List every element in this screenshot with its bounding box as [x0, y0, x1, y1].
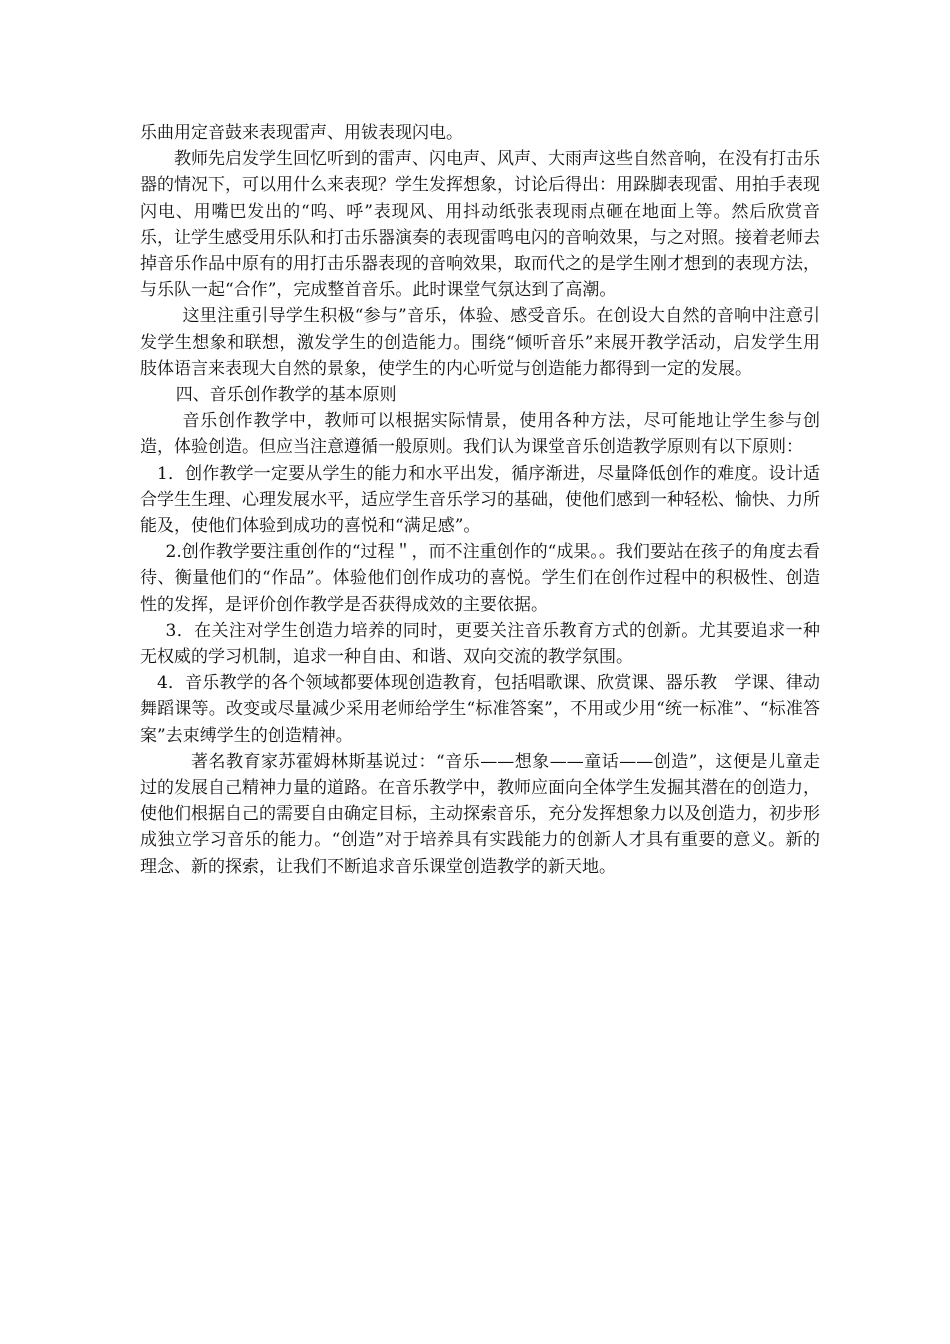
- paragraph-2: 教师先启发学生回忆听到的雷声、闪电声、风声、大雨声这些自然音响，在没有打击乐器的情况下，可以用什么来表现？学生发挥想象，讨论后得出：用跺脚表现雷、用拍手表现闪电、用嘴巴发出的“呜、呼”表现风、用抖动纸张表现雨点砸在地面上等。然后欣赏音乐，让学生感受用乐队和打击乐器演奏的表现雷鸣电闪的音响效果，与之对照。接着老师去掉音乐作品中原有的用打击乐器表现的音响效果，取而代之的是学生刚才想到的表现方法，与乐队一起“合作”，完成整首音乐。此时课堂气氛达到了高潮。: [140, 149, 820, 301]
- list-item-4: 4．音乐教学的各个领域都要体现创造教育，包括唱歌课、欣赏课、器乐教 学课、律动舞蹈课等。改变或尽量减少采用老师给学生“标准答案”，不用或少用“统一标准”、“标准答案”去束缚学生的创造精神。: [140, 673, 820, 746]
- paragraph-1: 乐曲用定音鼓来表现雷声、用钹表现闪电。: [140, 123, 463, 143]
- paragraph-3: 这里注重引导学生积极“参与”音乐，体验、感受音乐。在创设大自然的音响中注意引发学生想象和联想，激发学生的创造能力。围绕“倾听音乐”来展开教学活动，启发学生用肢体语言来表现大自然的景象，使学生的内心听觉与创造能力都得到一定的发展。: [140, 306, 820, 379]
- list-item-1: 1．创作教学一定要从学生的能力和水平出发，循序渐进，尽量降低创作的难度。设计适合学生生理、心理发展水平，适应学生音乐学习的基础，使他们感到一种轻松、愉快、力所能及，使他们体验到成功的喜悦和“满足感”。: [140, 463, 820, 537]
- section-heading-4: 四、音乐创作教学的基本原则: [175, 385, 397, 406]
- document-body: [140, 120, 820, 880]
- paragraph-5: 音乐创作教学中，教师可以根据实际情景，使用各种方法，尽可能地让学生参与创造，体验创造。但应当注意遵循一般原则。我们认为课堂音乐创造教学原则有以下原则：: [140, 411, 820, 458]
- paragraph-closing: 著名教育家苏霍姆林斯基说过：“音乐——想象——童话——创造”，这便是儿童走过的发展自己精神力量的道路。在音乐教学中，教师应面向全体学生发掘其潜在的创造力，使他们根据自己的需要自由确定目标，主动探索音乐，充分发挥想象力以及创造力，初步形成独立学习音乐的能力。“创造”对于培养具有实践能力的创新人才具有重要的意义。新的理念、新的探索，让我们不断追求音乐课堂创造教学的新天地。: [140, 751, 820, 877]
- list-item-2: 2.创作教学要注重创作的“过程＂，而不注重创作的“成果。。我们要站在孩子的角度去看待、衡量他们的“作品”。体验他们创作成功的喜悦。学生们在创作过程中的积极性、创造性的发挥，是评价创作教学是否获得成效的主要依据。: [140, 542, 820, 615]
- list-item-3: 3．在关注对学生创造力培养的同时，更要关注音乐教育方式的创新。尤其要追求一种无权威的学习机制，追求一种自由、和谐、双向交流的教学氛围。: [140, 620, 820, 668]
